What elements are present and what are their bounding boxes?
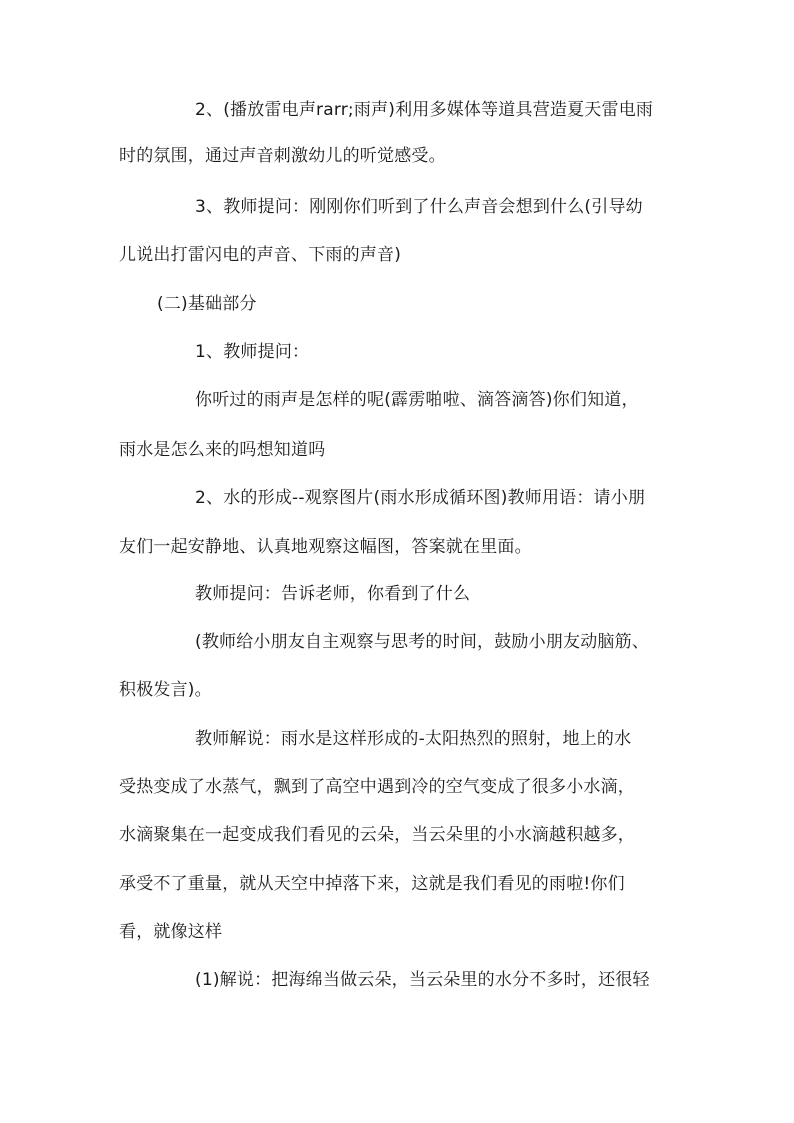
paragraph-line: 教师解说：雨水是这样形成的-太阳热烈的照射，地上的水 — [195, 729, 632, 749]
paragraph-line: 友们一起安静地、认真地观察这幅图，答案就在里面。 — [119, 537, 532, 557]
paragraph-line: 2、水的形成--观察图片(雨水形成循环图)教师用语：请小朋 — [195, 488, 646, 508]
paragraph-line: 水滴聚集在一起变成我们看见的云朵，当云朵里的小水滴越积越多， — [119, 825, 635, 845]
paragraph-line: (1)解说：把海绵当做云朵，当云朵里的水分不多时，还很轻 — [195, 970, 650, 990]
paragraph-line: 1、教师提问： — [195, 342, 310, 362]
paragraph-line: 时的氛围，通过声音刺激幼儿的听觉感受。 — [119, 146, 446, 166]
paragraph-line: (教师给小朋友自主观察与思考的时间，鼓励小朋友动脑筋、 — [195, 632, 650, 652]
paragraph-line: 积极发言)。 — [119, 680, 212, 700]
paragraph-line: 3、教师提问：刚刚你们听到了什么声音会想到什么(引导幼 — [195, 197, 643, 217]
section-heading: (二)基础部分 — [157, 294, 257, 314]
paragraph-line: 雨水是怎么来的吗想知道吗 — [119, 440, 326, 460]
paragraph-line: 2、(播放雷电声rarr;雨声)利用多媒体等道具营造夏天雷电雨 — [195, 100, 654, 120]
paragraph-line: 看，就像这样 — [119, 922, 223, 942]
paragraph-line: 教师提问：告诉老师，你看到了什么 — [195, 584, 471, 604]
paragraph-line: 你听过的雨声是怎样的呢(霹雳啪啦、滴答滴答)你们知道， — [195, 390, 639, 410]
paragraph-line: 儿说出打雷闪电的声音、下雨的声音) — [119, 245, 402, 265]
paragraph-line: 承受不了重量，就从天空中掉落下来，这就是我们看见的雨啦!你们 — [119, 874, 625, 894]
paragraph-line: 受热变成了水蒸气，飘到了高空中遇到冷的空气变成了很多小水滴， — [119, 777, 635, 797]
